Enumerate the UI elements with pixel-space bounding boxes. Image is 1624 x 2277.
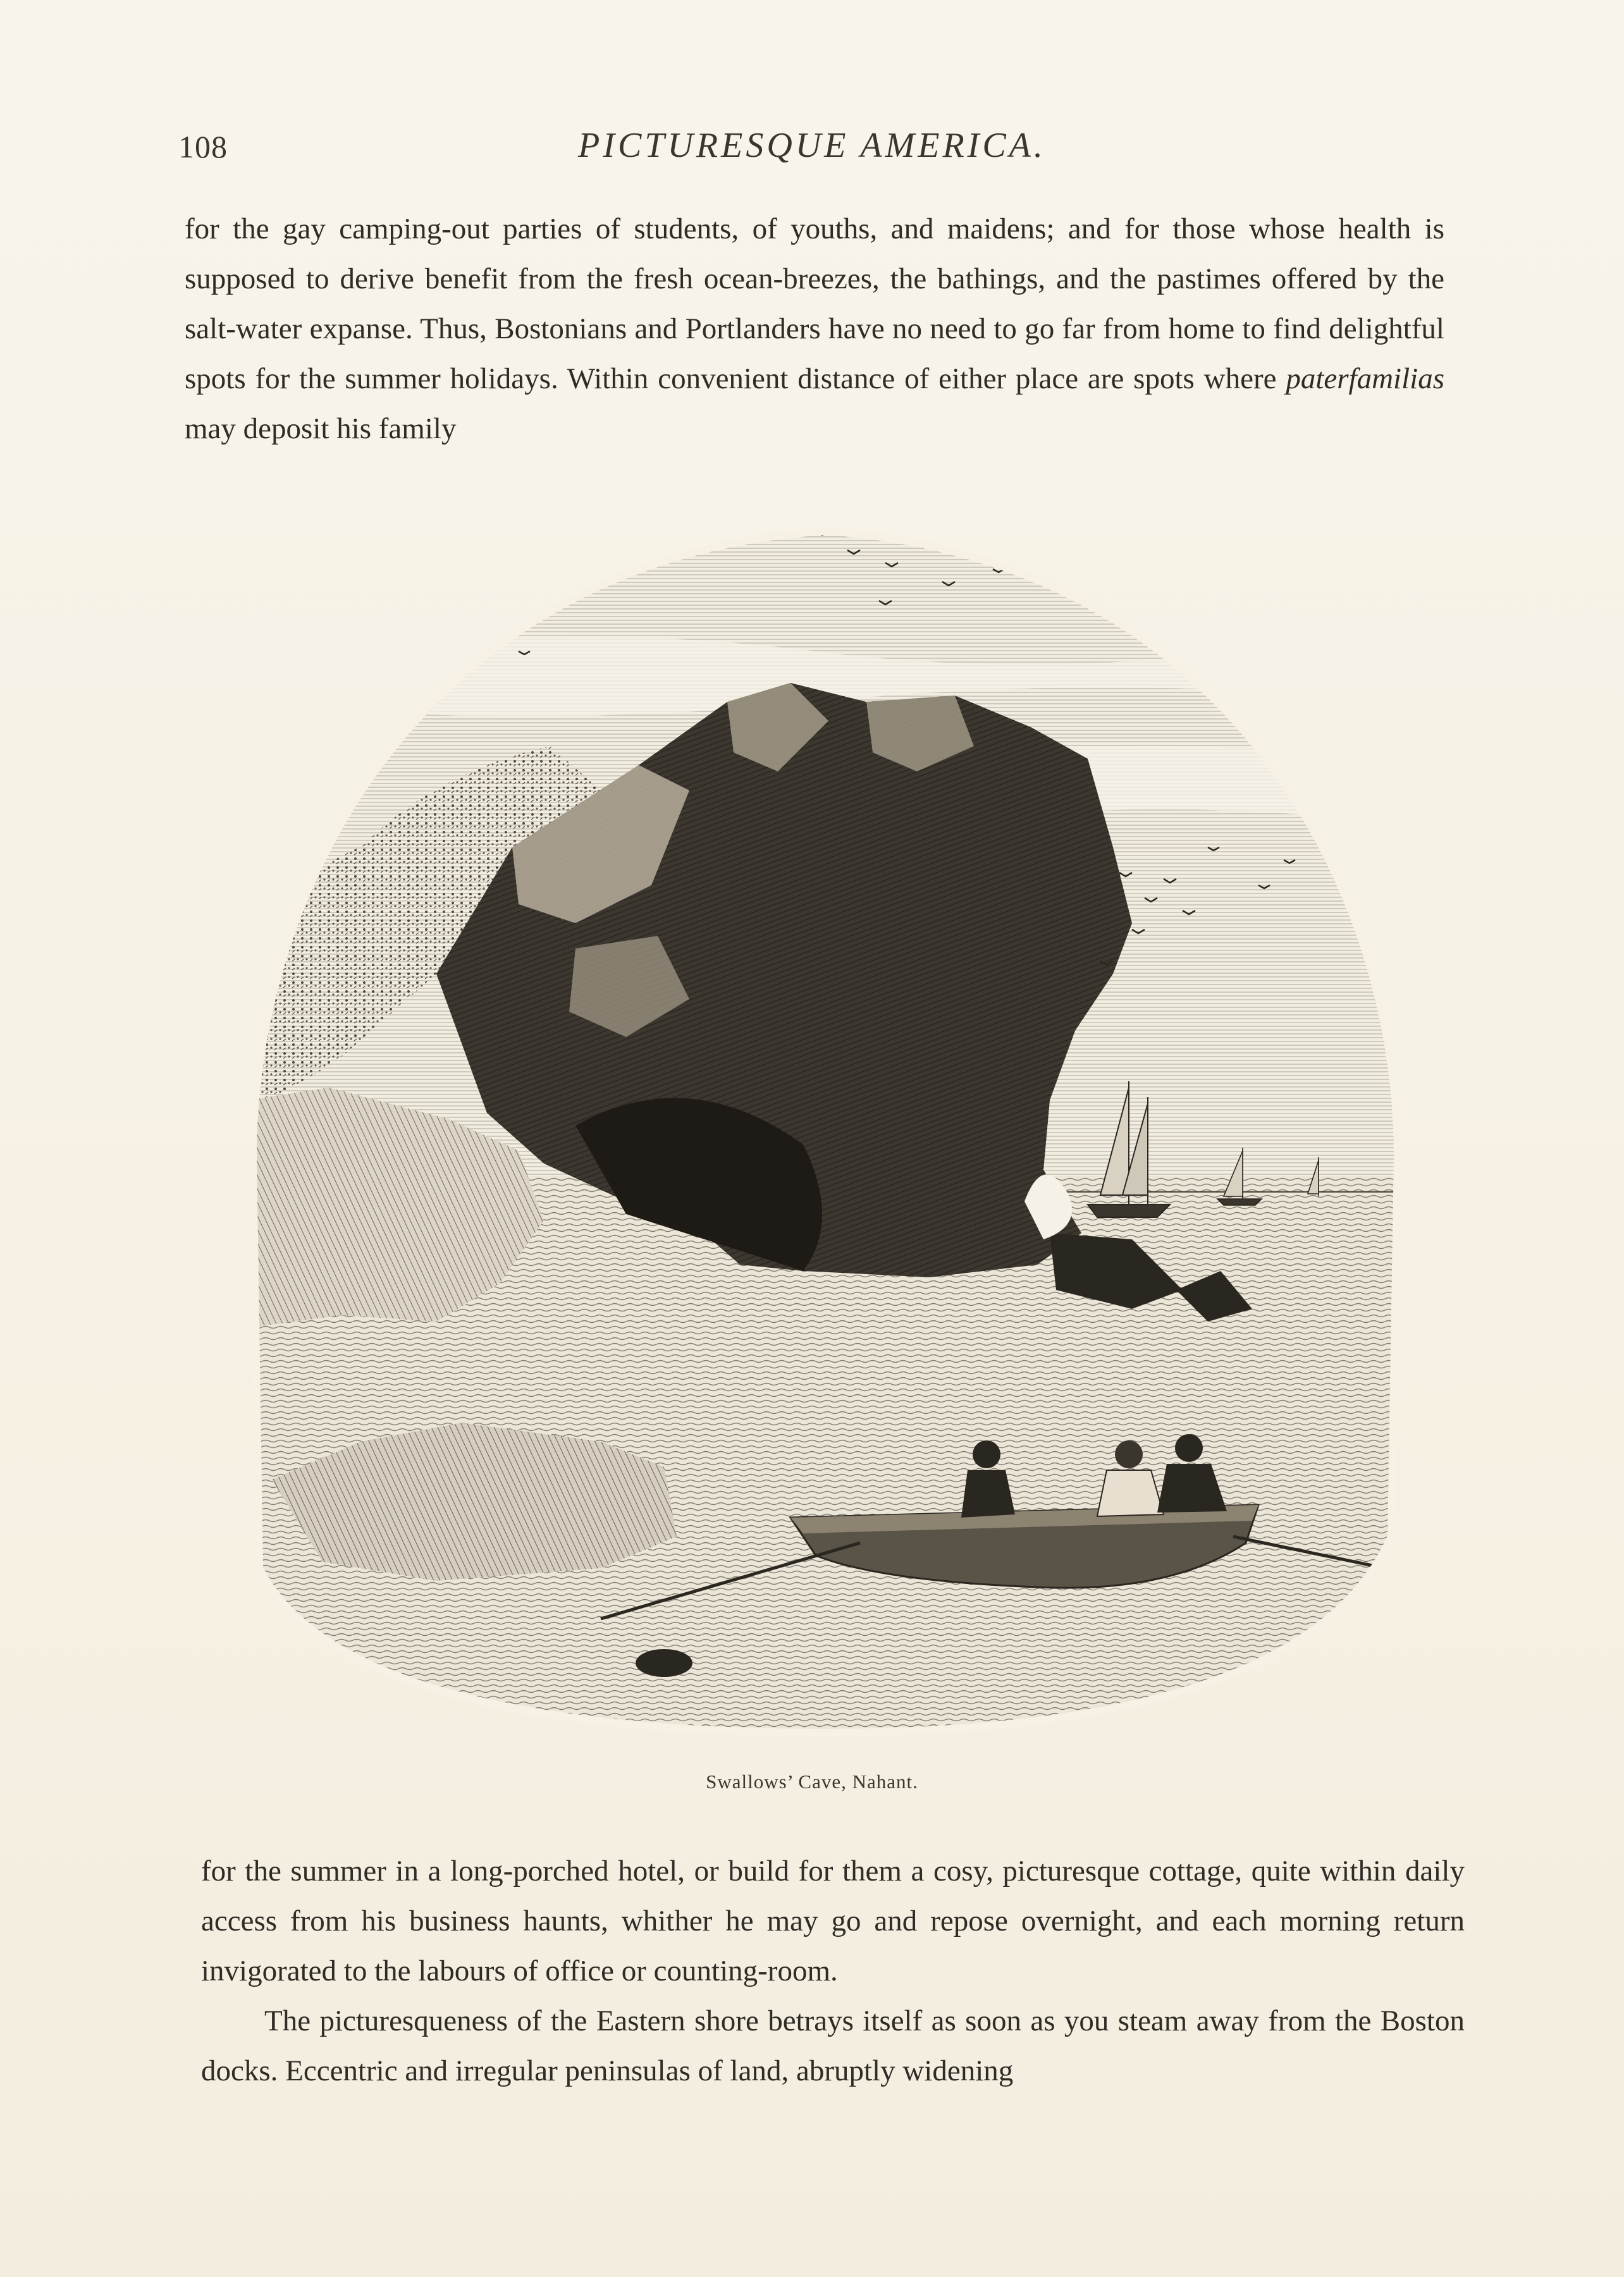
- body-text-bottom: [201, 1846, 1465, 2096]
- page-number: 108: [178, 129, 228, 164]
- paragraph-continued: [185, 204, 1444, 454]
- paragraph: for the summer in a long-porched hotel, or build for them a cosy, picturesque cottage, quite within daily access from his business haunts, whither he may go and repose overnight, and each morning return invigorated to the labours of office or counting-room.: [201, 1855, 1465, 1987]
- paragraph: The picturesqueness of the Eastern shore betrays itself as soon as you steam away from the Boston docks. Eccentric and irregular peninsulas of land, abruptly widening: [201, 2004, 1465, 2087]
- engraving-swallows-cave: [247, 493, 1404, 1739]
- illustration-caption: Swallows’ Cave, Nahant.: [706, 1771, 918, 1793]
- text-run: may deposit his family: [185, 412, 457, 445]
- italic-term: paterfamilias: [1286, 362, 1444, 395]
- text-run: for the gay camping-out parties of students, of youths, and maidens; and for those whose health is supposed to derive benefit from the fresh ocean-breezes, the bathings, and the pastimes offered by the salt-water expanse. Thus, Bostonians and Portlanders have no need to go far from home to find delightful spots for the summer holidays. Within convenient distance of either place are spots where: [185, 212, 1444, 395]
- running-head: PICTURESQUE AMERICA.: [578, 126, 1046, 165]
- body-text-top: [185, 204, 1444, 454]
